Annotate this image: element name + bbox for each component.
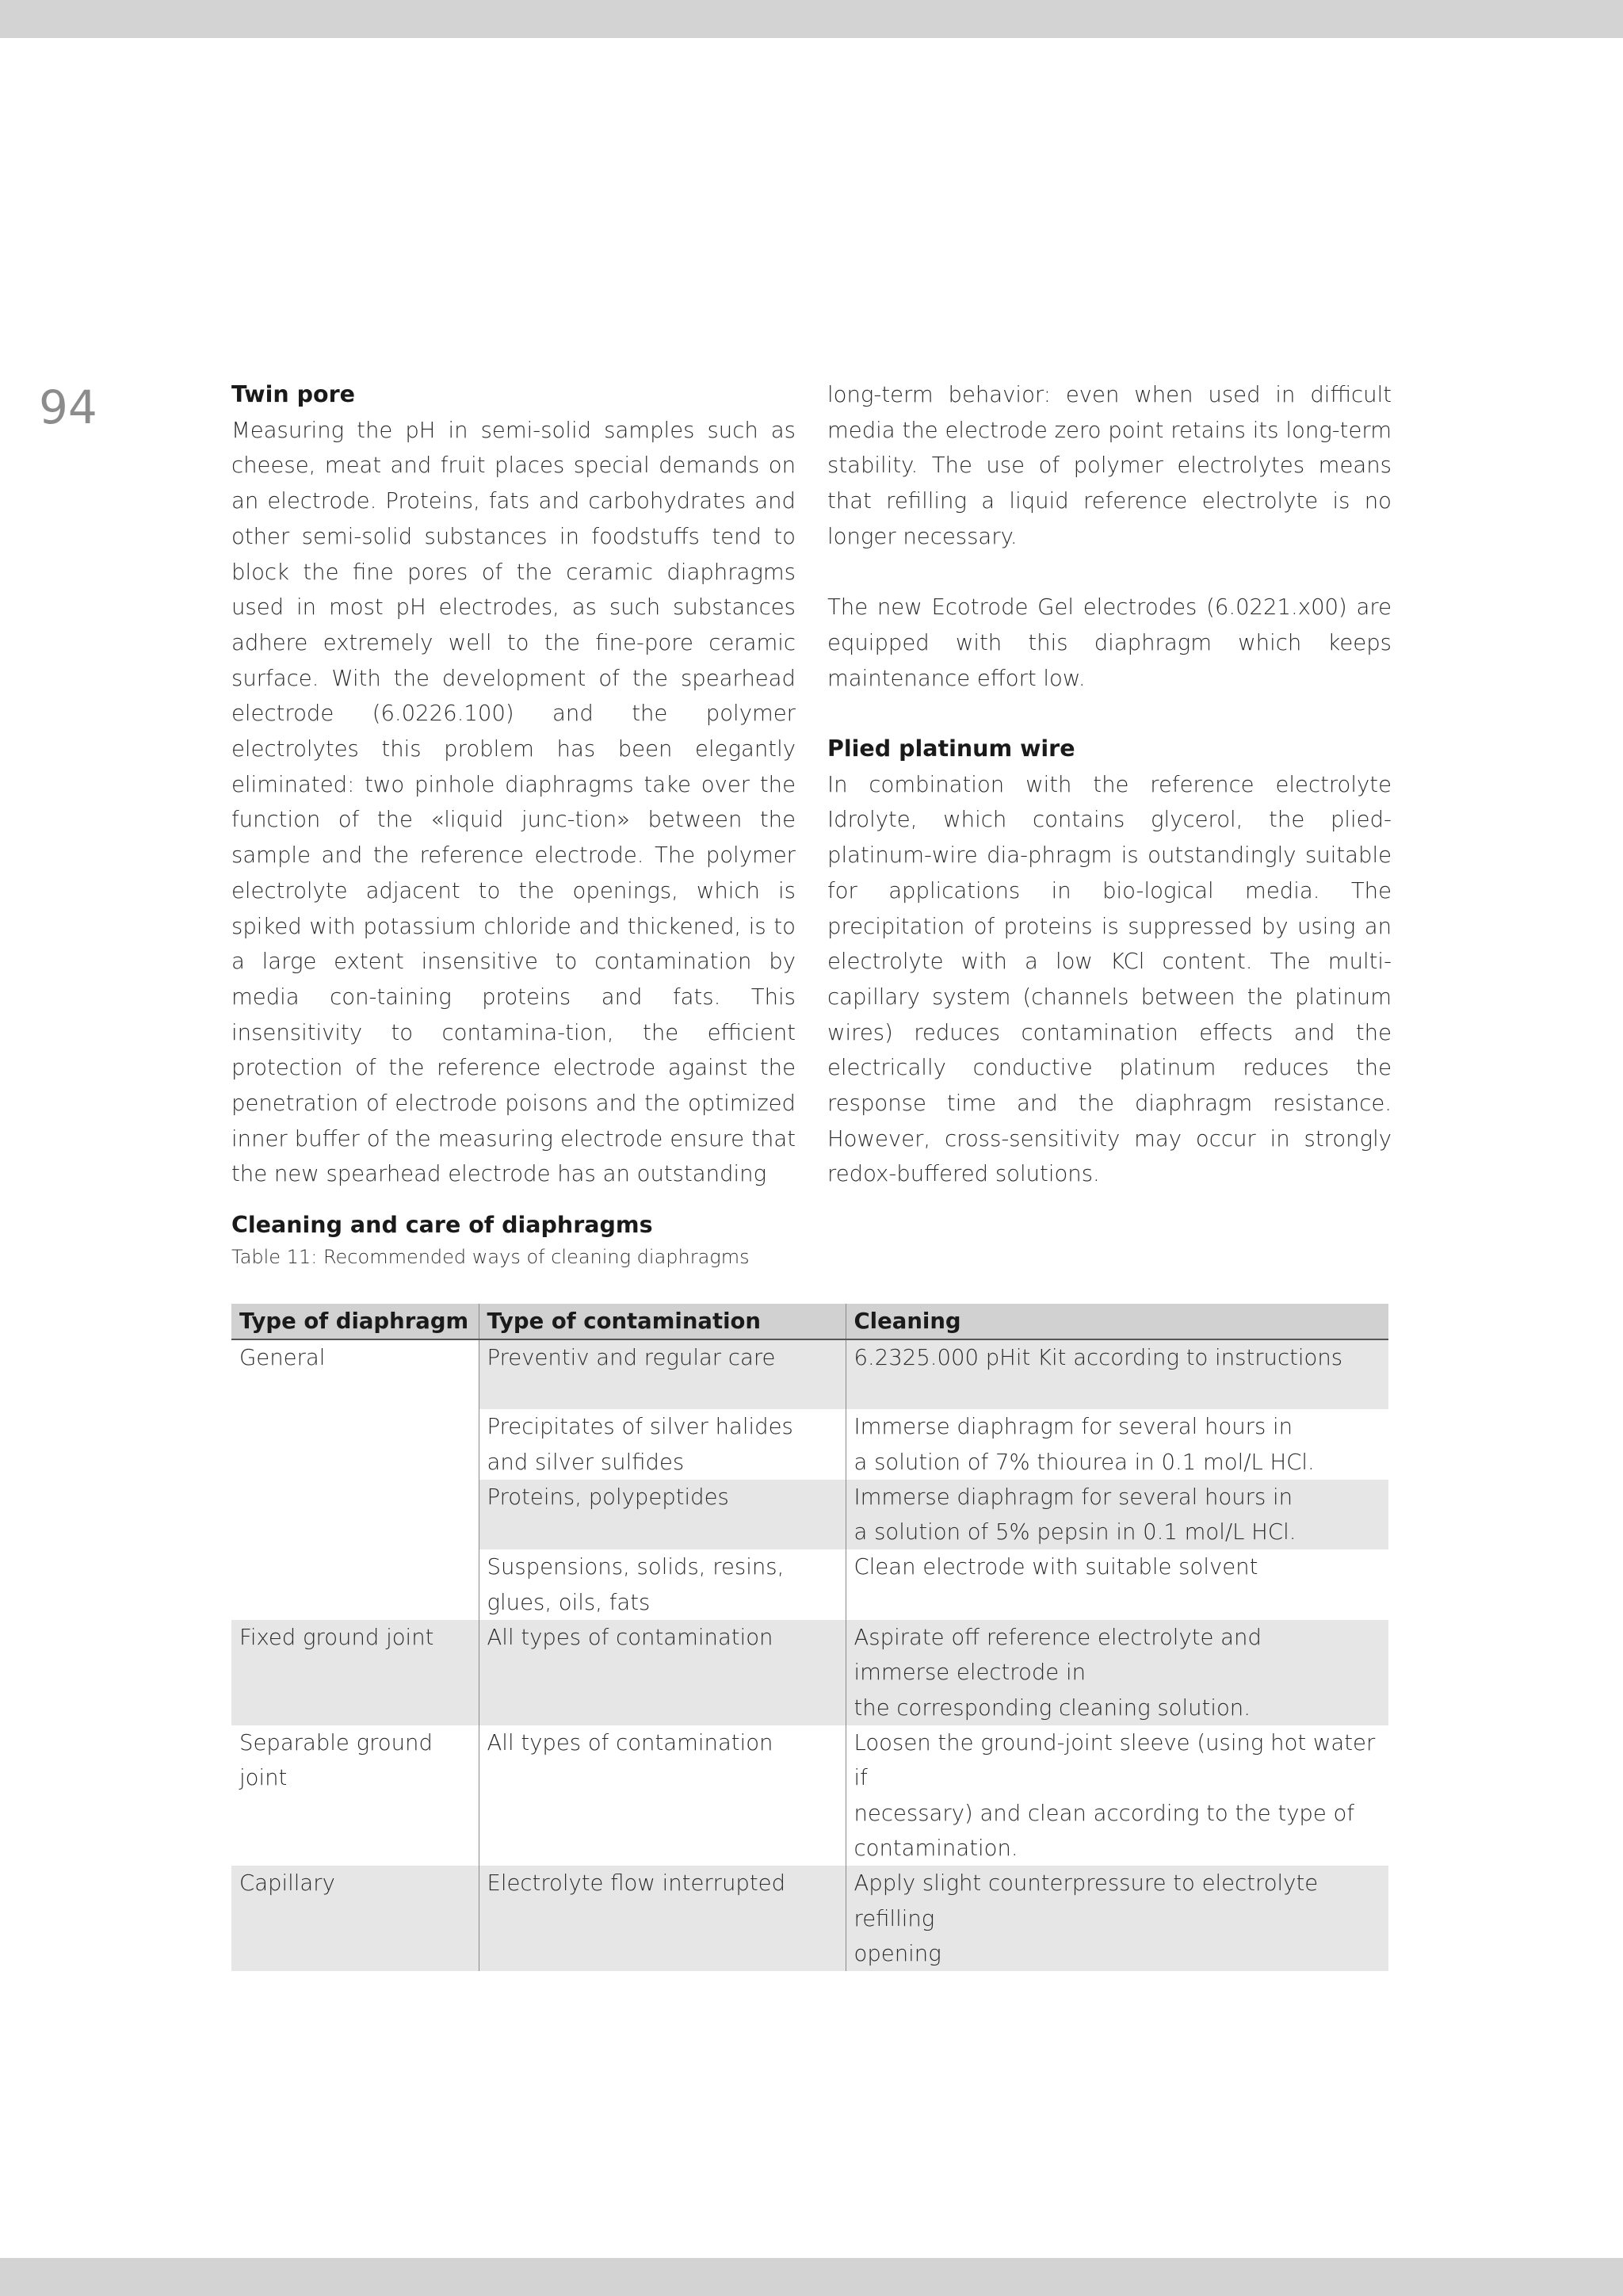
- cell-diaphragm: Fixed ground joint: [231, 1620, 479, 1725]
- cell-cleaning: Immerse diaphragm for several hours in a solution of 7% thiourea in 0.1 mol/L HCl.: [846, 1409, 1388, 1480]
- cell-diaphragm: [231, 1549, 479, 1620]
- table-caption: Table 11: Recommended ways of cleaning diaphragms: [231, 1246, 750, 1268]
- header-type-of-diaphragm: Type of diaphragm: [231, 1304, 479, 1339]
- twin-pore-heading: Twin pore: [231, 381, 355, 407]
- left-column: [231, 377, 796, 1192]
- platinum-wire-heading: Plied platinum wire: [827, 735, 1075, 762]
- ecotrode-paragraph: The new Ecotrode Gel electrodes (6.0221.x00) are equipped with this diaphragm which keeps maintenance effort low.: [827, 594, 1392, 691]
- right-column: [827, 377, 1392, 1192]
- cell-contamination: Proteins, polypeptides: [479, 1480, 846, 1550]
- table-row: [231, 1549, 1388, 1620]
- cell-cleaning: Aspirate off reference electrolyte and immerse electrode in the corresponding cleaning solution.: [846, 1620, 1388, 1725]
- cell-contamination: Electrolyte flow interrupted: [479, 1866, 846, 1971]
- cleaning-section-title: Cleaning and care of diaphragms: [231, 1212, 653, 1238]
- cell-cleaning: 6.2325.000 pHit Kit according to instructions: [846, 1339, 1388, 1409]
- table-header-row: [231, 1304, 1388, 1339]
- table-row: [231, 1725, 1388, 1866]
- cell-cleaning: Apply slight counterpressure to electrolyte refilling opening: [846, 1866, 1388, 1971]
- bottom-band: [0, 2258, 1623, 2296]
- table-row: [231, 1620, 1388, 1725]
- table-row: [231, 1409, 1388, 1480]
- cell-cleaning: Immerse diaphragm for several hours in a solution of 5% pepsin in 0.1 mol/L HCl.: [846, 1480, 1388, 1550]
- table-row: [231, 1866, 1388, 1971]
- cell-cleaning: Loosen the ground-joint sleeve (using hot water if necessary) and clean according to the type of contamination.: [846, 1725, 1388, 1866]
- cell-contamination: All types of contamination: [479, 1620, 846, 1725]
- long-term-paragraph: long-term behavior: even when used in difficult media the electrode zero point retains its long-term stability. The use of polymer electrolytes means that refilling a liquid reference electrolyte is no longer necessary.: [827, 382, 1392, 549]
- cell-diaphragm: Separable ground joint: [239, 1730, 433, 1791]
- cell-contamination: Precipitates of silver halides and silver sulfides: [479, 1409, 846, 1480]
- page-number: 94: [39, 380, 97, 434]
- header-type-of-contamination: Type of contamination: [479, 1304, 846, 1339]
- cell-cleaning: Clean electrode with suitable solvent: [846, 1549, 1388, 1620]
- cleaning-table: [231, 1304, 1388, 1971]
- cell-diaphragm: [231, 1480, 479, 1550]
- cell-contamination: Suspensions, solids, resins, glues, oils, fats: [479, 1549, 846, 1620]
- cell-diaphragm: [231, 1409, 479, 1480]
- platinum-wire-paragraph: In combination with the reference electrolyte Idrolyte, which contains glycerol, the plied-platinum-wire dia-phragm is outstandingly suitable for applications in bio-logical media. The precipitation of proteins is suppressed by using an electrolyte with a low KCl content. The multi-capillary system (channels between the platinum wires) reduces contamination effects and the electrically conductive platinum reduces the response time and the diaphragm resistance. However, cross-sensitivity may occur in strongly redox-buffered solutions.: [827, 771, 1392, 1187]
- table-row: [231, 1480, 1388, 1550]
- cell-diaphragm: Capillary: [231, 1866, 479, 1971]
- twin-pore-paragraph: Measuring the pH in semi-solid samples such as cheese, meat and fruit places special demands on an electrode. Proteins, fats and carbohydrates and other semi-solid substances in foodstuffs tend to block the fine pores of the ceramic diaphragms used in most pH electrodes, as such substances adhere extremely well to the fine-pore ceramic surface. With the development of the spearhead electrode (6.0226.100) and the polymer electrolytes this problem has been elegantly eliminated: two pinhole diaphragms take over the function of the «liquid junc-tion» between the sample and the reference electrode. The polymer electrolyte adjacent to the openings, which is spiked with potassium chloride and thickened, is to a large extent insensitive to contamination by media con-taining proteins and fats. This insensitivity to contamina-tion, the efficient protection of the reference electrode against the penetration of electrode poisons and the optimized inner buffer of the measuring electrode ensure that the new spearhead electrode has an outstanding: [231, 417, 796, 1187]
- top-band: [0, 0, 1623, 38]
- cell-contamination: All types of contamination: [479, 1725, 846, 1866]
- header-cleaning: Cleaning: [846, 1304, 1388, 1339]
- table-row: [231, 1339, 1388, 1409]
- cell-contamination: Preventiv and regular care: [479, 1339, 846, 1409]
- cell-diaphragm: General: [231, 1339, 479, 1409]
